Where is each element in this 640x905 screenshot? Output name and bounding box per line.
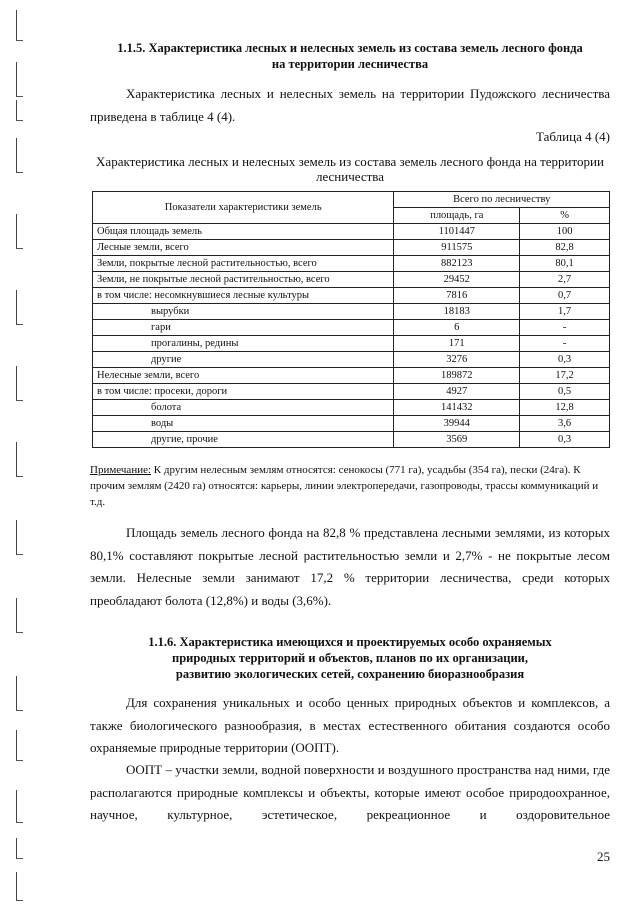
binding-mark — [16, 100, 23, 121]
row-area: 882123 — [394, 256, 520, 272]
row-indicator: гари — [93, 320, 394, 336]
table-row — [93, 256, 610, 272]
row-area: 18183 — [394, 304, 520, 320]
binding-mark — [16, 62, 23, 97]
table-row — [93, 416, 610, 432]
table-row — [93, 304, 610, 320]
row-indicator: Общая площадь земель — [93, 224, 394, 240]
table-row — [93, 272, 610, 288]
row-indicator: в том числе: несомкнувшиеся лесные культуры — [93, 288, 394, 304]
table-row — [93, 432, 610, 448]
binding-mark — [16, 366, 23, 401]
table-note — [90, 462, 615, 510]
table-row — [93, 400, 610, 416]
heading-line: 1.1.6. Характеристика имеющихся и проектируемых особо охраняемых — [148, 635, 552, 649]
row-area: 4927 — [394, 384, 520, 400]
table-row — [93, 352, 610, 368]
header-indicator: Показатели характеристики земель — [93, 192, 394, 224]
binding-mark — [16, 290, 23, 325]
row-percent: 1,7 — [520, 304, 610, 320]
oopt-paragraph-2: ООПТ – участки земли, водной поверхности и воздушного пространства над ними, где располагаются природные комплексы и объекты, которые имеют особое природоохранное, научное, культурное, эстетическое, рекреационное и оздоровительное — [90, 762, 610, 822]
row-area: 7816 — [394, 288, 520, 304]
row-indicator: воды — [93, 416, 394, 432]
table-row — [93, 224, 610, 240]
row-percent: - — [520, 336, 610, 352]
table-title: Характеристика лесных и нелесных земель из состава земель лесного фонда на территории лесничества — [96, 154, 604, 184]
binding-mark — [16, 838, 23, 859]
summary-paragraph: Площадь земель лесного фонда на 82,8 % представлена лесными землями, из которых 80,1% составляют покрытые лесной растительностью земли и 2,7% - не покрытые лесом земли. Нелесные земли занимают 17,2 % территории лесничества, среди которых преобладают болота (12,8%) и воды (3,6%). — [90, 525, 610, 608]
row-area: 39944 — [394, 416, 520, 432]
row-indicator: другие — [93, 352, 394, 368]
row-indicator: Земли, не покрытые лесной растительностью, всего — [93, 272, 394, 288]
heading-line: 1.1.5. Характеристика лесных и нелесных земель из состава земель лесного фонда — [117, 41, 583, 55]
section-heading-115 — [90, 40, 610, 72]
row-area: 3276 — [394, 352, 520, 368]
binding-mark — [16, 598, 23, 633]
section-heading-116 — [90, 634, 610, 682]
header-percent: % — [520, 208, 610, 224]
table-row — [93, 384, 610, 400]
oopt-paragraph-1: Для сохранения уникальных и особо ценных природных объектов и комплексов, а также биологического разнообразия, в местах естественного обитания создаются особо охраняемые природные территории (ООПТ). — [90, 695, 610, 755]
row-area: 141432 — [394, 400, 520, 416]
row-percent: - — [520, 320, 610, 336]
row-percent: 0,5 — [520, 384, 610, 400]
row-percent: 0,3 — [520, 432, 610, 448]
row-area: 6 — [394, 320, 520, 336]
row-area: 1101447 — [394, 224, 520, 240]
table-header-row — [93, 192, 610, 208]
row-percent: 12,8 — [520, 400, 610, 416]
row-indicator: Лесные земли, всего — [93, 240, 394, 256]
table-number: Таблица 4 (4) — [535, 129, 610, 144]
header-total: Всего по лесничеству — [394, 192, 610, 208]
table-row — [93, 320, 610, 336]
page-number: 25 — [597, 849, 610, 864]
row-percent: 82,8 — [520, 240, 610, 256]
table-row — [93, 240, 610, 256]
row-indicator: в том числе: просеки, дороги — [93, 384, 394, 400]
binding-mark — [16, 676, 23, 711]
row-indicator: прогалины, редины — [93, 336, 394, 352]
note-label: Примечание: — [90, 464, 152, 476]
row-indicator: Земли, покрытые лесной растительностью, всего — [93, 256, 394, 272]
row-percent: 3,6 — [520, 416, 610, 432]
intro-paragraph: Характеристика лесных и нелесных земель на территории Пудожского лесничества приведена в таблице 4 (4). — [90, 86, 610, 124]
note-text: К другим нелесным землям относятся: сенокосы (771 га), усадьбы (354 га), пески (24га). К прочим землям (2420 га) относятся: карьеры, линии электропередачи, газопроводы, трассы коммуникаций и т.д. — [90, 464, 599, 508]
row-area: 911575 — [394, 240, 520, 256]
row-indicator: вырубки — [93, 304, 394, 320]
row-percent: 80,1 — [520, 256, 610, 272]
table-row — [93, 336, 610, 352]
header-area: площадь, га — [394, 208, 520, 224]
heading-line: развитию экологических сетей, сохранению биоразнообразия — [175, 667, 525, 681]
row-percent: 17,2 — [520, 368, 610, 384]
table-row — [93, 288, 610, 304]
row-indicator: болота — [93, 400, 394, 416]
table-row — [93, 368, 610, 384]
binding-mark — [16, 138, 23, 173]
row-percent: 0,7 — [520, 288, 610, 304]
row-indicator: другие, прочие — [93, 432, 394, 448]
land-characteristics-table — [92, 191, 610, 448]
row-area: 189872 — [394, 368, 520, 384]
row-area: 3569 — [394, 432, 520, 448]
row-percent: 2,7 — [520, 272, 610, 288]
binding-mark — [16, 730, 23, 761]
binding-mark — [16, 872, 23, 901]
binding-mark — [16, 442, 23, 477]
row-percent: 100 — [520, 224, 610, 240]
row-area: 171 — [394, 336, 520, 352]
binding-mark — [16, 10, 23, 41]
binding-marks — [0, 0, 30, 905]
row-area: 29452 — [394, 272, 520, 288]
heading-line: на территории лесничества — [271, 57, 429, 71]
row-percent: 0,3 — [520, 352, 610, 368]
heading-line: природных территорий и объектов, планов по их организации, — [172, 651, 528, 665]
binding-mark — [16, 790, 23, 823]
binding-mark — [16, 520, 23, 555]
binding-mark — [16, 214, 23, 249]
row-indicator: Нелесные земли, всего — [93, 368, 394, 384]
